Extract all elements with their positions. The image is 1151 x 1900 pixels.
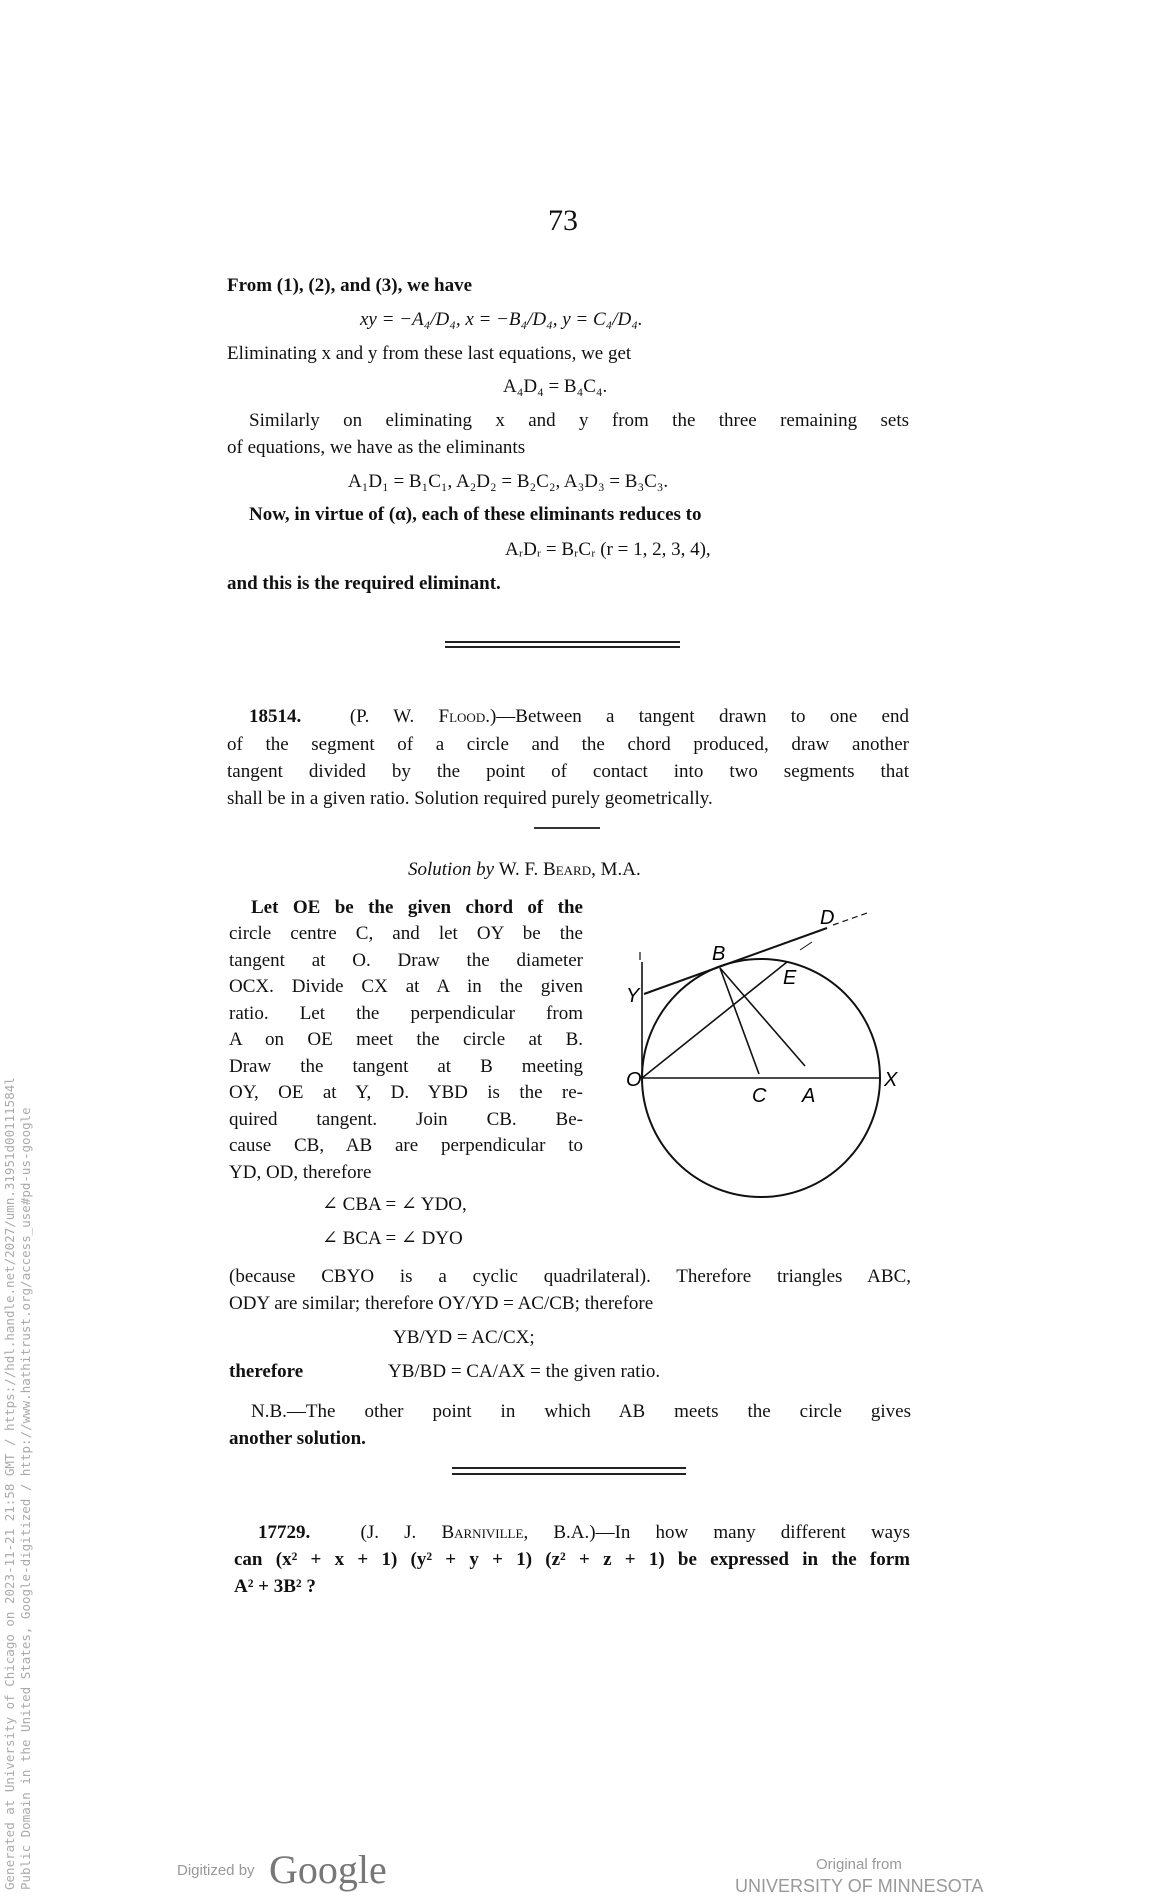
problem-header-line: [249, 705, 909, 729]
double-rule-bottom: [452, 1473, 686, 1475]
equation-line: A₄D₄ = B₄C₄.: [503, 376, 608, 397]
equation-line: AᵣDᵣ = BᵣCᵣ (r = 1, 2, 3, 4),: [505, 539, 711, 560]
label-a: A: [802, 1085, 816, 1107]
solution-line: YD, OD, therefore: [229, 1162, 372, 1183]
angle-equation: ∠ BCA = ∠ DYO: [322, 1228, 463, 1249]
problem-text-line: A² + 3B² ?: [234, 1576, 316, 1597]
problem-text-line: shall be in a given ratio. Solution required purely geometrically.: [227, 788, 713, 809]
nb-line: another solution.: [229, 1428, 366, 1449]
text-line: Eliminating x and y from these last equations, we get: [227, 343, 632, 364]
watermark-generated: Generated at University of Chicago on 2023-11-21 21:58 GMT / https://hdl.handle.net/2027/umn.31951d00111584l: [2, 1077, 17, 1890]
solution-by: [408, 858, 641, 882]
equation-line: A₁D₁ = B₁C₁, A₂D₂ = B₂C₂, A₃D₃ = B₃C₃.: [348, 471, 669, 492]
label-c: C: [752, 1085, 767, 1107]
institution-name: UNIVERSITY OF MINNESOTA: [735, 1876, 984, 1896]
nb-line: N.B.—The other point in which AB meets the circle gives: [251, 1401, 911, 1422]
angle-equation: ∠ CBA = ∠ YDO,: [322, 1194, 467, 1215]
watermark-public-domain: Public Domain in the United States, Google-digitized / http://www.hathitrust.org/access_use#pd-us-google: [18, 1107, 33, 1890]
google-logo: Google: [269, 1847, 387, 1892]
label-e: E: [783, 967, 797, 989]
tangent-extension: [833, 912, 870, 925]
solution-line: ODY are similar; therefore OY/YD = AC/CB; therefore: [229, 1293, 654, 1314]
problem-author: (J. J. Barniville, B.A.): [360, 1522, 596, 1543]
solution-line: OY, OE at Y, D. YBD is the re-: [229, 1082, 583, 1103]
therefore-word: therefore: [229, 1361, 304, 1382]
problem-text: —In how many different ways: [595, 1522, 911, 1543]
solution-line: OCX. Divide CX at A in the given: [229, 976, 583, 997]
text-line: and this is the required eliminant.: [227, 573, 501, 594]
solution-by-prefix: Solution by: [408, 859, 495, 880]
equation-line: xy = −A₄/D₄, x = −B₄/D₄, y = C₄/D₄.: [360, 309, 643, 330]
problem-text: —Between a tangent drawn to one end: [496, 706, 909, 727]
double-rule-top: [445, 641, 680, 643]
solution-line: Draw the tangent at B meeting: [229, 1056, 583, 1077]
solution-line: Let OE be the given chord of the: [251, 897, 583, 918]
text-line: From (1), (2), and (3), we have: [227, 275, 473, 296]
solution-line: A on OE meet the circle at B.: [229, 1029, 583, 1050]
geometry-diagram: [600, 890, 940, 1220]
solution-line: ratio. Let the perpendicular from: [229, 1003, 583, 1024]
solution-line: cause CB, AB are perpendicular to: [229, 1135, 583, 1156]
double-rule-top: [452, 1467, 686, 1469]
label-b: B: [712, 943, 726, 965]
double-rule-bottom: [445, 646, 680, 648]
short-rule: [534, 827, 600, 829]
solution-line: tangent at O. Draw the diameter: [229, 950, 583, 971]
digitized-by-label: Digitized by: [177, 1862, 255, 1879]
problem-author: (P. W. Flood.): [349, 706, 497, 727]
text-line: of equations, we have as the eliminants: [227, 437, 526, 458]
label-y: Y: [626, 985, 640, 1007]
ratio-equation-final: YB/BD = CA/AX = the given ratio.: [388, 1361, 661, 1382]
chord-extension-dash: [800, 942, 812, 950]
text-line: Now, in virtue of (α), each of these eliminants reduces to: [249, 504, 702, 525]
label-d: D: [820, 907, 835, 929]
original-from-label: Original from: [816, 1856, 902, 1873]
label-x: X: [884, 1069, 898, 1091]
problem-text-line: can (x² + x + 1) (y² + y + 1) (z² + z + 1) be expressed in the form: [234, 1549, 910, 1570]
problem-text-line: of the segment of a circle and the chord produced, draw another: [227, 734, 909, 755]
solution-line: (because CBYO is a cyclic quadrilateral). Therefore triangles ABC,: [229, 1266, 911, 1287]
page-number: 73: [548, 204, 578, 237]
problem-header-line: [258, 1521, 910, 1545]
label-o: O: [626, 1069, 642, 1091]
problem-number: 18514.: [249, 706, 302, 727]
problem-number: 17729.: [258, 1522, 311, 1543]
ratio-equation: YB/YD = AC/CX;: [393, 1327, 535, 1348]
solution-author: W. F. Beard, M.A.: [498, 859, 641, 880]
segment-cb: [720, 968, 759, 1074]
solution-line: circle centre C, and let OY be the: [229, 923, 583, 944]
solution-line: quired tangent. Join CB. Be-: [229, 1109, 583, 1130]
problem-text-line: tangent divided by the point of contact into two segments that: [227, 761, 909, 782]
tangent-ybd: [644, 928, 827, 994]
text-line: Similarly on eliminating x and y from the three remaining sets: [249, 410, 909, 431]
